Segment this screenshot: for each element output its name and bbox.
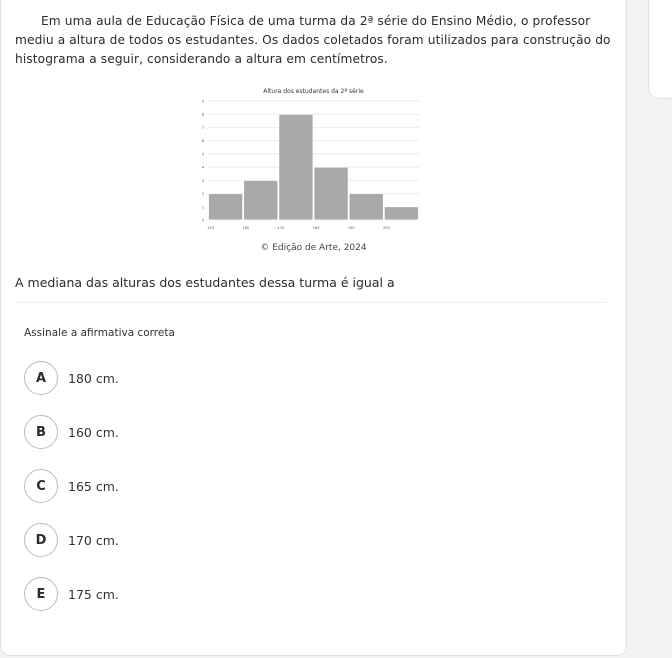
y-tick-label: 4 xyxy=(201,165,205,170)
y-tick-label: 9 xyxy=(201,99,205,104)
option-text: 175 cm. xyxy=(68,586,119,602)
y-tick-label: 7 xyxy=(201,125,205,130)
option-d[interactable] xyxy=(24,522,119,558)
y-tick-label: 2 xyxy=(201,192,205,197)
image-credit: © Edição de Arte, 2024 xyxy=(260,243,367,253)
histogram-bar xyxy=(314,167,348,220)
option-text: 170 cm. xyxy=(68,532,119,548)
x-tick-label: 180 xyxy=(312,226,320,230)
x-tick-label: 150 xyxy=(207,226,215,230)
divider xyxy=(15,302,607,303)
question-prompt: A mediana das alturas dos estudantes dessa turma é igual a xyxy=(15,275,395,290)
option-letter: C xyxy=(24,469,58,503)
option-text: 165 cm. xyxy=(68,478,119,494)
question-statement: Em uma aula de Educação Física de uma turma da 2ª série do Ensino Médio, o professor mediu a altura de todos os estudantes. Os dados coletados foram utilizados para construção do histograma a seguir, considerando a altura em centímetros. xyxy=(15,14,611,66)
option-letter: B xyxy=(24,415,58,449)
y-tick-label: 6 xyxy=(201,139,205,144)
y-tick-label: 5 xyxy=(201,152,205,157)
option-c[interactable] xyxy=(24,468,119,504)
histogram-bar xyxy=(244,180,278,220)
option-b[interactable] xyxy=(24,414,119,450)
x-tick-label: 160 xyxy=(242,226,250,230)
side-panel xyxy=(648,0,672,99)
histogram-bar xyxy=(209,194,243,220)
y-tick-label: 0 xyxy=(201,218,205,223)
chart-title: Altura dos estudantes da 2ª série xyxy=(263,88,364,95)
option-letter: D xyxy=(24,523,58,557)
x-tick-label: 190 xyxy=(347,226,355,230)
option-letter: E xyxy=(24,577,58,611)
histogram-bar xyxy=(384,207,418,220)
option-letter: A xyxy=(24,361,58,395)
y-tick-label: 8 xyxy=(201,112,205,117)
option-e[interactable] xyxy=(24,576,119,612)
answer-options xyxy=(24,360,119,630)
y-tick-label: 3 xyxy=(201,178,205,183)
histogram-bar xyxy=(349,194,383,220)
x-tick-label: 200 xyxy=(382,226,390,230)
x-tick-label: 170 xyxy=(277,226,285,230)
option-text: 160 cm. xyxy=(68,424,119,440)
instruction-text: Assinale a afirmativa correta xyxy=(24,327,175,339)
y-tick-label: 1 xyxy=(201,205,205,210)
histogram-svg xyxy=(196,84,426,236)
option-text: 180 cm. xyxy=(68,370,119,386)
histogram-chart xyxy=(196,84,426,236)
option-a[interactable] xyxy=(24,360,119,396)
histogram-bar xyxy=(279,114,313,220)
